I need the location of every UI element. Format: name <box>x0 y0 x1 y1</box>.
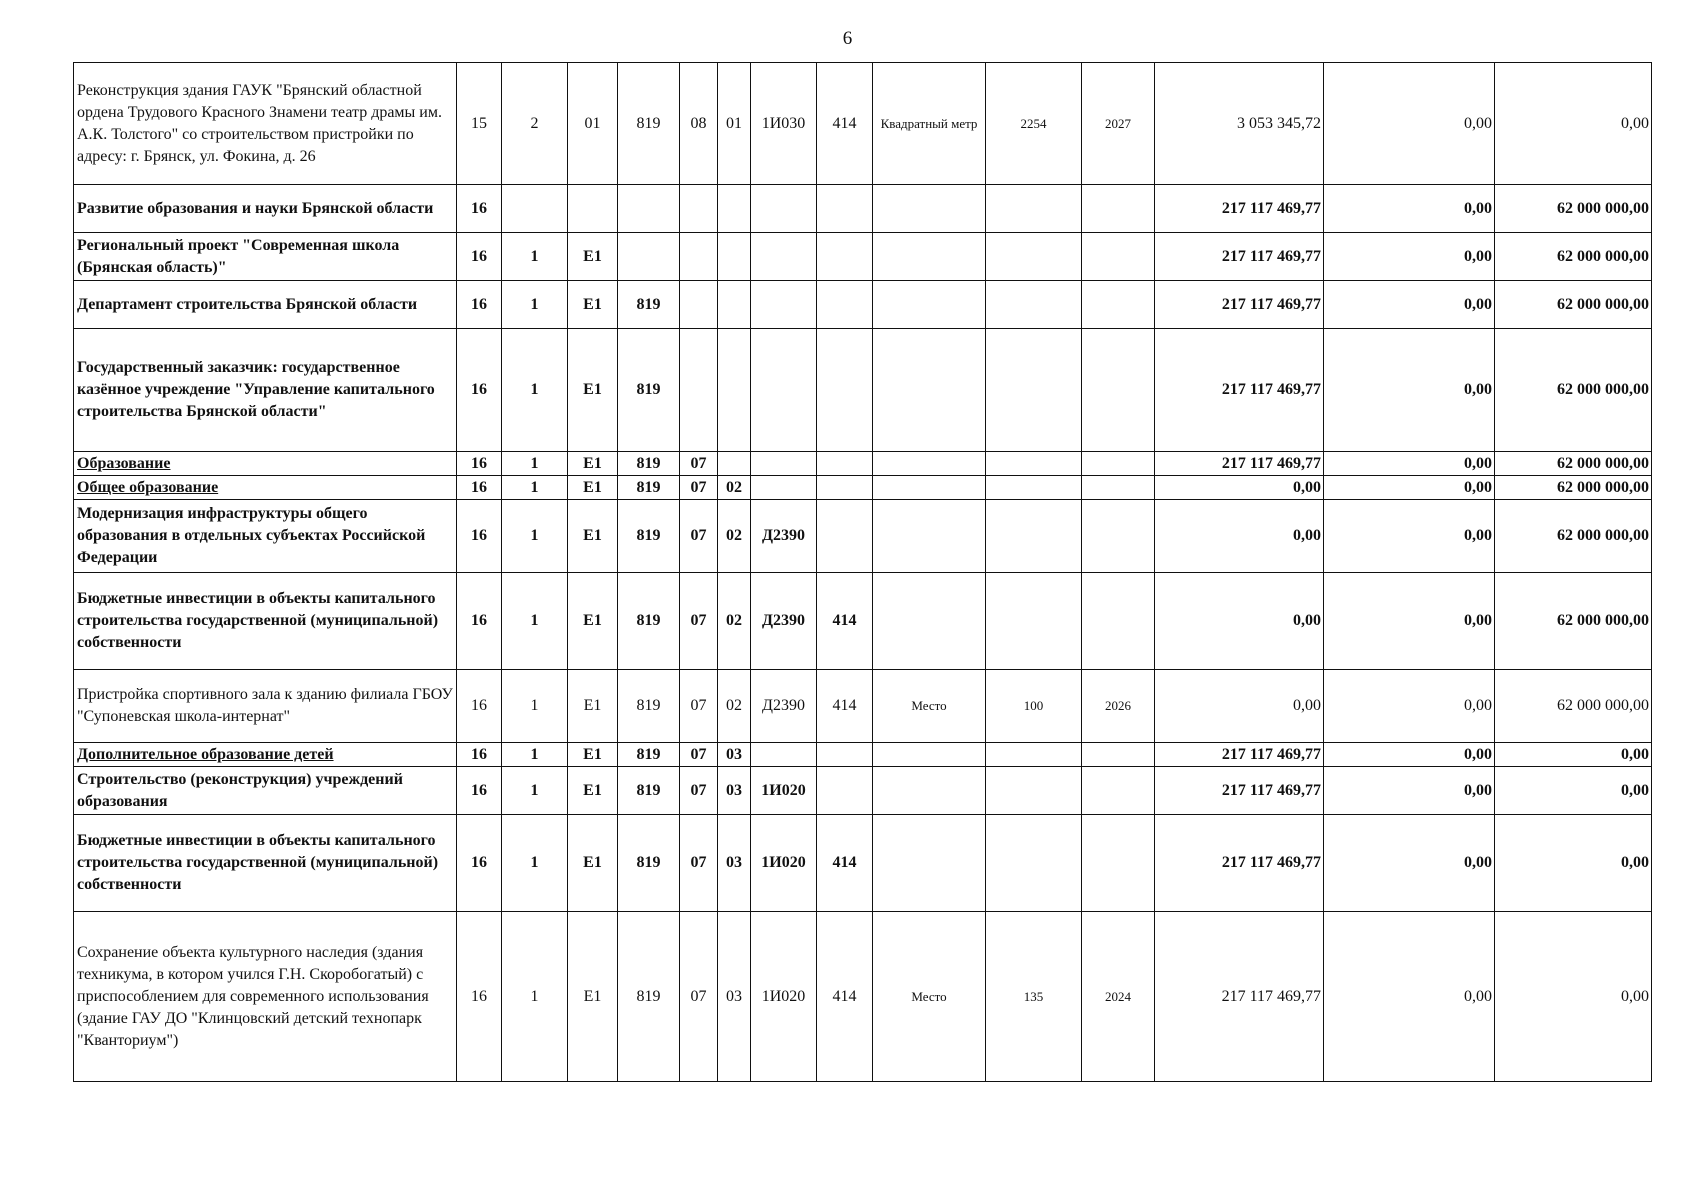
table-row <box>74 743 1652 767</box>
table-row <box>74 670 1652 743</box>
unit-cell <box>873 573 986 670</box>
year-cell <box>1082 452 1155 476</box>
code-cell: 07 <box>680 500 718 573</box>
amount-cell: 217 117 469,77 <box>1155 452 1324 476</box>
code-cell: 414 <box>817 573 873 670</box>
year-cell: 2027 <box>1082 63 1155 185</box>
code-cell: 03 <box>718 912 751 1082</box>
code-cell: 819 <box>618 670 680 743</box>
table-row <box>74 63 1652 185</box>
code-cell: Д2390 <box>751 670 817 743</box>
code-cell <box>817 329 873 452</box>
code-cell: 1И030 <box>751 63 817 185</box>
row-name: Пристройка спортивного зала к зданию филиала ГБОУ "Супоневская школа-интернат" <box>74 670 457 743</box>
capacity-cell <box>986 185 1082 233</box>
code-cell: 07 <box>680 573 718 670</box>
code-cell: 1И020 <box>751 815 817 912</box>
amount-cell: 217 117 469,77 <box>1155 233 1324 281</box>
amount-cell: 217 117 469,77 <box>1155 185 1324 233</box>
table-row <box>74 452 1652 476</box>
amount-cell: 3 053 345,72 <box>1155 63 1324 185</box>
amount-cell: 62 000 000,00 <box>1495 670 1652 743</box>
row-name: Реконструкция здания ГАУК "Брянский областной ордена Трудового Красного Знамени театр драмы им. А.К. Толстого" со строительством пристройки по адресу: г. Брянск, ул. Фокина, д. 26 <box>74 63 457 185</box>
unit-cell <box>873 185 986 233</box>
table-row <box>74 500 1652 573</box>
code-cell: 1И020 <box>751 767 817 815</box>
code-cell: Е1 <box>568 670 618 743</box>
row-name: Дополнительное образование детей <box>74 743 457 767</box>
code-cell: 1 <box>502 233 568 281</box>
code-cell <box>817 476 873 500</box>
code-cell: 819 <box>618 476 680 500</box>
amount-cell: 62 000 000,00 <box>1495 329 1652 452</box>
row-name: Государственный заказчик: государственное казённое учреждение "Управление капитального строительства Брянской области" <box>74 329 457 452</box>
code-cell: 1 <box>502 815 568 912</box>
code-cell: Е1 <box>568 815 618 912</box>
amount-cell: 0,00 <box>1324 815 1495 912</box>
table-row <box>74 185 1652 233</box>
code-cell: 819 <box>618 815 680 912</box>
code-cell: Е1 <box>568 329 618 452</box>
code-cell <box>817 233 873 281</box>
amount-cell: 0,00 <box>1324 281 1495 329</box>
table-body <box>74 63 1652 1082</box>
code-cell: 819 <box>618 743 680 767</box>
code-cell: 414 <box>817 670 873 743</box>
code-cell: 07 <box>680 670 718 743</box>
code-cell <box>718 329 751 452</box>
code-cell <box>751 233 817 281</box>
code-cell: 819 <box>618 573 680 670</box>
code-cell: 07 <box>680 815 718 912</box>
amount-cell: 62 000 000,00 <box>1495 476 1652 500</box>
code-cell: 02 <box>718 476 751 500</box>
row-name: Развитие образования и науки Брянской области <box>74 185 457 233</box>
amount-cell: 62 000 000,00 <box>1495 233 1652 281</box>
row-name: Общее образование <box>74 476 457 500</box>
amount-cell: 62 000 000,00 <box>1495 281 1652 329</box>
capacity-cell <box>986 743 1082 767</box>
row-name: Региональный проект "Современная школа (Брянская область)" <box>74 233 457 281</box>
unit-cell <box>873 452 986 476</box>
code-cell: 819 <box>618 500 680 573</box>
code-cell <box>751 329 817 452</box>
code-cell <box>718 233 751 281</box>
amount-cell: 0,00 <box>1324 743 1495 767</box>
amount-cell: 217 117 469,77 <box>1155 767 1324 815</box>
code-cell: Е1 <box>568 767 618 815</box>
code-cell: 08 <box>680 63 718 185</box>
year-cell <box>1082 743 1155 767</box>
code-cell: 819 <box>618 329 680 452</box>
year-cell <box>1082 281 1155 329</box>
code-cell: 819 <box>618 912 680 1082</box>
code-cell: Е1 <box>568 743 618 767</box>
code-cell <box>680 329 718 452</box>
amount-cell: 0,00 <box>1155 573 1324 670</box>
code-cell <box>680 233 718 281</box>
year-cell <box>1082 767 1155 815</box>
code-cell: 1 <box>502 452 568 476</box>
row-name: Бюджетные инвестиции в объекты капитального строительства государственной (муниципальной) собственности <box>74 815 457 912</box>
amount-cell: 0,00 <box>1324 670 1495 743</box>
unit-cell: Место <box>873 912 986 1082</box>
unit-cell <box>873 476 986 500</box>
unit-cell <box>873 500 986 573</box>
code-cell: 01 <box>568 63 618 185</box>
capacity-cell: 2254 <box>986 63 1082 185</box>
code-cell: 16 <box>457 670 502 743</box>
code-cell: 16 <box>457 281 502 329</box>
code-cell: 1 <box>502 500 568 573</box>
code-cell <box>751 476 817 500</box>
row-name: Модернизация инфраструктуры общего образования в отдельных субъектах Российской Федерации <box>74 500 457 573</box>
amount-cell: 217 117 469,77 <box>1155 743 1324 767</box>
code-cell: Е1 <box>568 573 618 670</box>
code-cell <box>751 185 817 233</box>
table-row <box>74 233 1652 281</box>
amount-cell: 217 117 469,77 <box>1155 912 1324 1082</box>
code-cell: 414 <box>817 912 873 1082</box>
capacity-cell <box>986 233 1082 281</box>
amount-cell: 0,00 <box>1324 500 1495 573</box>
code-cell: 07 <box>680 476 718 500</box>
capacity-cell <box>986 452 1082 476</box>
code-cell: 02 <box>718 500 751 573</box>
amount-cell: 62 000 000,00 <box>1495 500 1652 573</box>
code-cell: 01 <box>718 63 751 185</box>
amount-cell: 0,00 <box>1324 63 1495 185</box>
amount-cell: 0,00 <box>1324 912 1495 1082</box>
amount-cell: 62 000 000,00 <box>1495 185 1652 233</box>
year-cell <box>1082 500 1155 573</box>
code-cell: 1 <box>502 743 568 767</box>
code-cell <box>680 185 718 233</box>
code-cell <box>817 767 873 815</box>
amount-cell: 0,00 <box>1155 500 1324 573</box>
amount-cell: 0,00 <box>1324 476 1495 500</box>
amount-cell: 0,00 <box>1324 233 1495 281</box>
code-cell: 16 <box>457 912 502 1082</box>
code-cell <box>618 233 680 281</box>
code-cell: Е1 <box>568 476 618 500</box>
capacity-cell <box>986 476 1082 500</box>
amount-cell: 217 117 469,77 <box>1155 281 1324 329</box>
row-name: Строительство (реконструкция) учреждений образования <box>74 767 457 815</box>
code-cell: 819 <box>618 281 680 329</box>
code-cell <box>817 185 873 233</box>
code-cell: 16 <box>457 329 502 452</box>
code-cell: 414 <box>817 63 873 185</box>
code-cell <box>817 452 873 476</box>
row-name: Бюджетные инвестиции в объекты капитального строительства государственной (муниципальной) собственности <box>74 573 457 670</box>
code-cell: Е1 <box>568 233 618 281</box>
amount-cell: 0,00 <box>1495 912 1652 1082</box>
code-cell <box>751 452 817 476</box>
unit-cell: Квадратный метр <box>873 63 986 185</box>
code-cell <box>817 281 873 329</box>
amount-cell: 62 000 000,00 <box>1495 452 1652 476</box>
amount-cell: 0,00 <box>1324 185 1495 233</box>
code-cell: 07 <box>680 743 718 767</box>
unit-cell <box>873 329 986 452</box>
code-cell <box>817 500 873 573</box>
amount-cell: 217 117 469,77 <box>1155 329 1324 452</box>
capacity-cell: 100 <box>986 670 1082 743</box>
capacity-cell: 135 <box>986 912 1082 1082</box>
amount-cell: 0,00 <box>1155 476 1324 500</box>
code-cell: 16 <box>457 815 502 912</box>
code-cell: 07 <box>680 452 718 476</box>
code-cell: 819 <box>618 452 680 476</box>
table-row <box>74 912 1652 1082</box>
page-number: 6 <box>842 28 853 49</box>
code-cell: 16 <box>457 233 502 281</box>
budget-table <box>73 62 1652 1082</box>
code-cell: 02 <box>718 670 751 743</box>
amount-cell: 62 000 000,00 <box>1495 573 1652 670</box>
unit-cell <box>873 281 986 329</box>
amount-cell: 0,00 <box>1324 329 1495 452</box>
code-cell: 15 <box>457 63 502 185</box>
code-cell: 16 <box>457 743 502 767</box>
code-cell: 1 <box>502 573 568 670</box>
code-cell: 1 <box>502 767 568 815</box>
year-cell <box>1082 185 1155 233</box>
year-cell <box>1082 233 1155 281</box>
amount-cell: 0,00 <box>1495 767 1652 815</box>
code-cell: 07 <box>680 912 718 1082</box>
row-name: Образование <box>74 452 457 476</box>
row-name: Департамент строительства Брянской области <box>74 281 457 329</box>
code-cell: 16 <box>457 573 502 670</box>
code-cell: 1 <box>502 329 568 452</box>
unit-cell <box>873 815 986 912</box>
code-cell: 16 <box>457 767 502 815</box>
amount-cell: 217 117 469,77 <box>1155 815 1324 912</box>
amount-cell: 0,00 <box>1155 670 1324 743</box>
table-row <box>74 329 1652 452</box>
table-row <box>74 281 1652 329</box>
code-cell: 2 <box>502 63 568 185</box>
code-cell: 16 <box>457 185 502 233</box>
code-cell <box>618 185 680 233</box>
code-cell: 16 <box>457 500 502 573</box>
capacity-cell <box>986 573 1082 670</box>
code-cell: 414 <box>817 815 873 912</box>
code-cell: 1И020 <box>751 912 817 1082</box>
code-cell: 03 <box>718 743 751 767</box>
code-cell <box>751 281 817 329</box>
year-cell: 2024 <box>1082 912 1155 1082</box>
code-cell: 1 <box>502 476 568 500</box>
unit-cell: Место <box>873 670 986 743</box>
year-cell <box>1082 573 1155 670</box>
amount-cell: 0,00 <box>1324 573 1495 670</box>
code-cell <box>817 743 873 767</box>
code-cell <box>680 281 718 329</box>
unit-cell <box>873 767 986 815</box>
code-cell <box>718 281 751 329</box>
code-cell <box>718 452 751 476</box>
year-cell: 2026 <box>1082 670 1155 743</box>
code-cell: 1 <box>502 670 568 743</box>
code-cell: Е1 <box>568 452 618 476</box>
amount-cell: 0,00 <box>1324 767 1495 815</box>
code-cell: 819 <box>618 767 680 815</box>
code-cell: 1 <box>502 912 568 1082</box>
table-row <box>74 815 1652 912</box>
code-cell: 1 <box>502 281 568 329</box>
capacity-cell <box>986 500 1082 573</box>
capacity-cell <box>986 767 1082 815</box>
table-row <box>74 476 1652 500</box>
amount-cell: 0,00 <box>1495 743 1652 767</box>
year-cell <box>1082 476 1155 500</box>
unit-cell <box>873 743 986 767</box>
code-cell: Д2390 <box>751 573 817 670</box>
year-cell <box>1082 815 1155 912</box>
code-cell <box>718 185 751 233</box>
capacity-cell <box>986 815 1082 912</box>
code-cell <box>568 185 618 233</box>
code-cell: 16 <box>457 476 502 500</box>
year-cell <box>1082 329 1155 452</box>
capacity-cell <box>986 329 1082 452</box>
amount-cell: 0,00 <box>1495 63 1652 185</box>
capacity-cell <box>986 281 1082 329</box>
amount-cell: 0,00 <box>1495 815 1652 912</box>
code-cell <box>751 743 817 767</box>
unit-cell <box>873 233 986 281</box>
table-row <box>74 573 1652 670</box>
table-row <box>74 767 1652 815</box>
code-cell: 03 <box>718 815 751 912</box>
code-cell: Е1 <box>568 281 618 329</box>
amount-cell: 0,00 <box>1324 452 1495 476</box>
code-cell <box>502 185 568 233</box>
code-cell: 03 <box>718 767 751 815</box>
code-cell: 07 <box>680 767 718 815</box>
code-cell: Е1 <box>568 912 618 1082</box>
code-cell: Д2390 <box>751 500 817 573</box>
row-name: Сохранение объекта культурного наследия (здания техникума, в котором учился Г.Н. Скоробогатый) с приспособлением для современного использования (здание ГАУ ДО "Клинцовский детский технопарк "Кванториум") <box>74 912 457 1082</box>
code-cell: 16 <box>457 452 502 476</box>
code-cell: 819 <box>618 63 680 185</box>
code-cell: 02 <box>718 573 751 670</box>
code-cell: Е1 <box>568 500 618 573</box>
